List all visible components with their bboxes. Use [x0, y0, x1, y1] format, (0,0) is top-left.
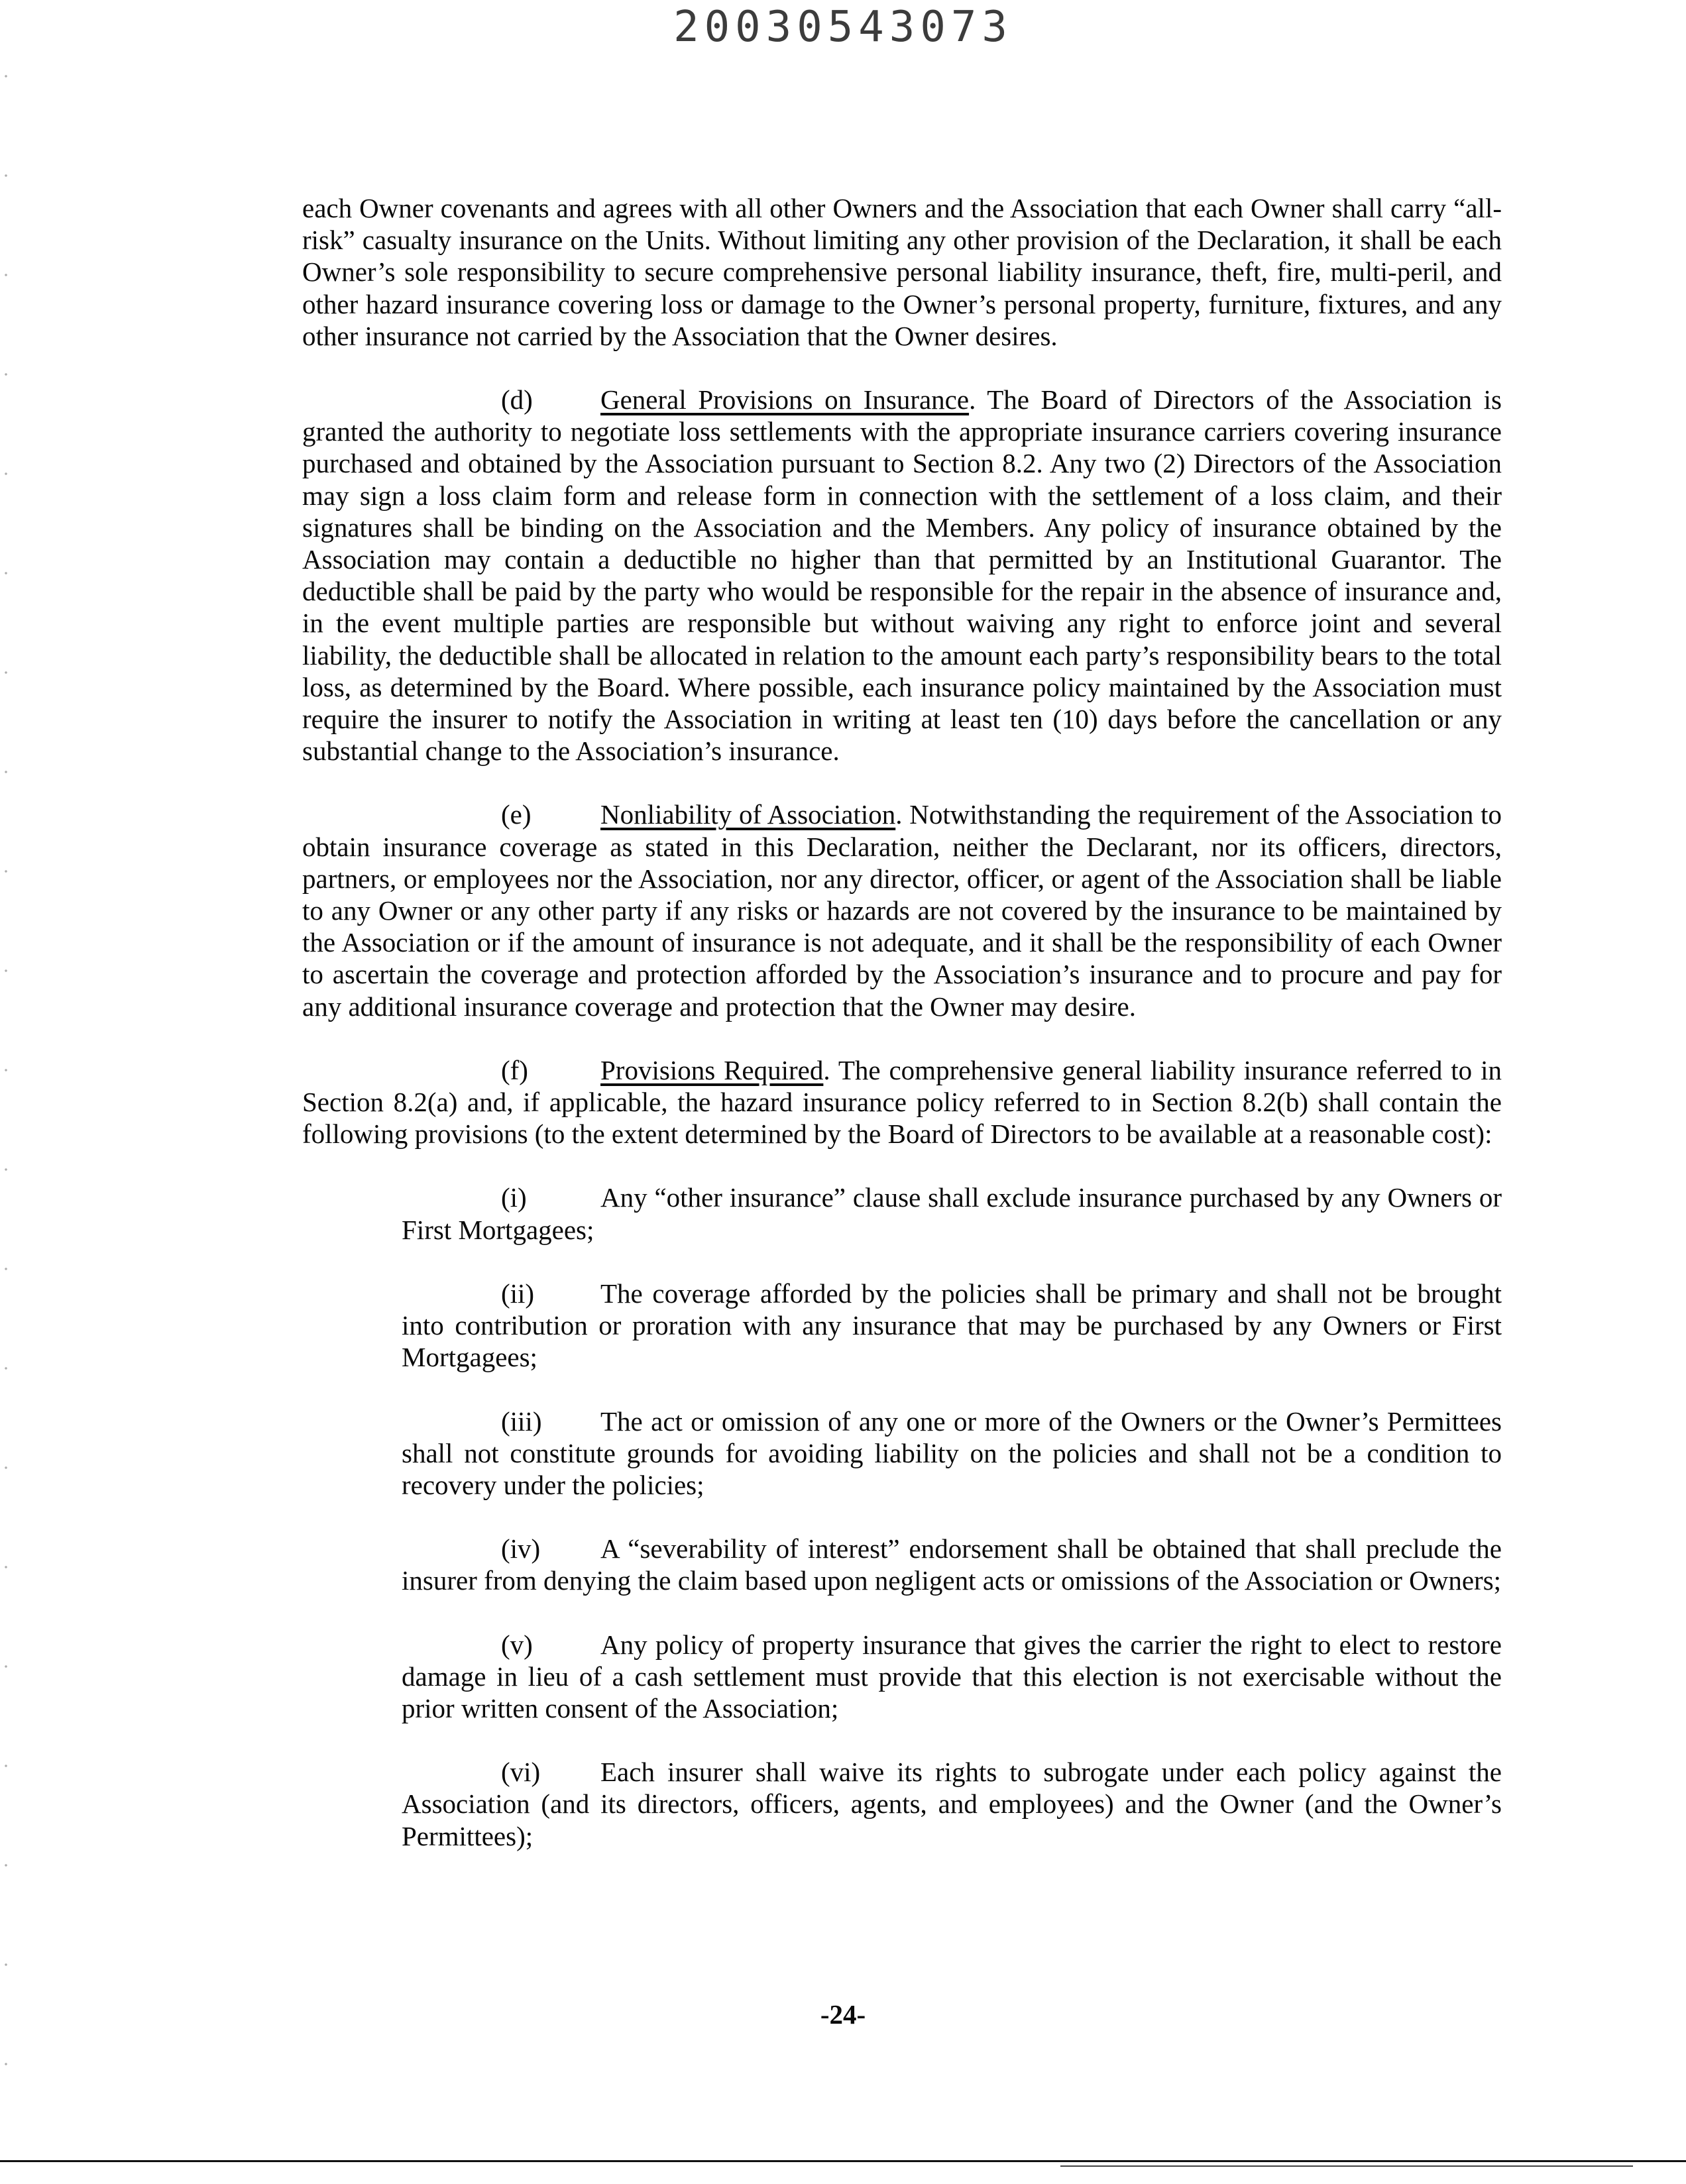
item-text: Any policy of property insurance that gives the carrier the right to elect to restore damage in lieu of a cash settlement must provide that this election is not exercisable without the prior written consent of the Association;: [402, 1629, 1502, 1723]
provision-item-v: [402, 1629, 1502, 1725]
document-number: 20030543073: [673, 3, 1013, 52]
item-text: The coverage afforded by the policies shall be primary and shall not be brought into contribution or proration with any insurance that may be purchased by any Owners or First Mortgagees;: [402, 1278, 1502, 1373]
section-title: Nonliability of Association: [600, 799, 896, 830]
provision-item-iv: [402, 1533, 1502, 1596]
footer-rule-secondary: [1060, 2165, 1633, 2167]
section-f-provisions-required: [302, 1054, 1502, 1150]
item-label: (vi): [501, 1757, 541, 1788]
paragraph-owner-insurance: each Owner covenants and agrees with all other Owners and the Association that each Owner shall carry “all-risk” casualty insurance on the Units. Without limiting any other provision of the Declaration, it shall be each Owner’s sole responsibility to secure comprehensive personal liability insurance, theft, fire, multi-peril, and other hazard insurance covering loss or damage to the Owner’s personal property, furniture, fixtures, and any other insurance not carried by the Association that the Owner desires.: [302, 193, 1502, 351]
item-label: (iii): [501, 1405, 542, 1437]
page-number: -24-: [820, 1999, 866, 2030]
item-label: (iv): [501, 1533, 541, 1564]
provision-item-vi: [402, 1756, 1502, 1852]
item-text: The act or omission of any one or more of the Owners or the Owner’s Permittees shall not constitute grounds for avoiding liability on the policies and shall not be a condition to recovery under the policies;: [402, 1405, 1502, 1500]
document-body: [302, 192, 1502, 1884]
item-text: Each insurer shall waive its rights to subrogate under each policy against the Association (and its directors, officers, agents, and employees) and the Owner (and the Owner’s Permittees);: [402, 1757, 1502, 1851]
footer-rule: [0, 2160, 1686, 2162]
item-label: (v): [501, 1629, 533, 1660]
item-text: Any “other insurance” clause shall exclude insurance purchased by any Owners or First Mortgagees;: [402, 1182, 1502, 1245]
section-label: (e): [501, 799, 532, 830]
section-text: . Notwithstanding the requirement of the Association to obtain insurance coverage as stated in this Declaration, neither the Declarant, nor its officers, directors, partners, or employees nor the Association, nor any director, officer, or agent of the Association shall be liable to any Owner or any other party if any risks or hazards are not covered by the insurance to be maintained by the Association or if the amount of insurance is not adequate, and it shall be the responsibility of each Owner to ascertain the coverage and protection afforded by the Association’s insurance and to procure and pay for any additional insurance coverage and protection that the Owner may desire.: [302, 799, 1502, 1022]
provision-item-ii: [402, 1278, 1502, 1374]
item-text: A “severability of interest” endorsement shall be obtained that shall preclude the insurer from denying the claim based upon negligent acts or omissions of the Association or Owners;: [402, 1533, 1502, 1596]
section-title: Provisions Required: [600, 1054, 824, 1085]
section-text: . The Board of Directors of the Association is granted the authority to negotiate loss settlements with the appropriate insurance carriers covering insurance purchased and obtained by the Association pursuant to Section 8.2. Any two (2) Directors of the Association may sign a loss claim form and release form in connection with the settlement of a loss claim, and their signatures shall be binding on the Association and the Members. Any policy of insurance obtained by the Association may contain a deductible no higher than that permitted by an Institutional Guarantor. The deductible shall be paid by the party who would be responsible for the repair in the absence of insurance and, in the event multiple parties are responsible but without waiving any right to enforce joint and several liability, the deductible shall be allocated in relation to the amount each party’s responsibility bears to the total loss, as determined by the Board. Where possible, each insurance policy maintained by the Association must require the insurer to notify the Association in writing at least ten (10) days before the cancellation or any substantial change to the Association’s insurance.: [302, 384, 1502, 767]
section-e-nonliability: [302, 798, 1502, 1022]
section-text: . The comprehensive general liability insurance referred to in Section 8.2(a) and, if applicable, the hazard insurance policy referred to in Section 8.2(b) shall contain the following provisions (to the extent determined by the Board of Directors to be available at a reasonable cost):: [302, 1054, 1502, 1150]
section-label: (d): [501, 384, 533, 415]
provision-item-iii: [402, 1405, 1502, 1502]
section-label: (f): [501, 1054, 528, 1085]
section-title: General Provisions on Insurance: [600, 384, 970, 415]
provision-item-i: [402, 1181, 1502, 1245]
scan-margin-marks: [4, 27, 8, 2147]
item-label: (ii): [501, 1278, 535, 1309]
item-label: (i): [501, 1182, 527, 1213]
section-d-general-provisions: [302, 384, 1502, 767]
